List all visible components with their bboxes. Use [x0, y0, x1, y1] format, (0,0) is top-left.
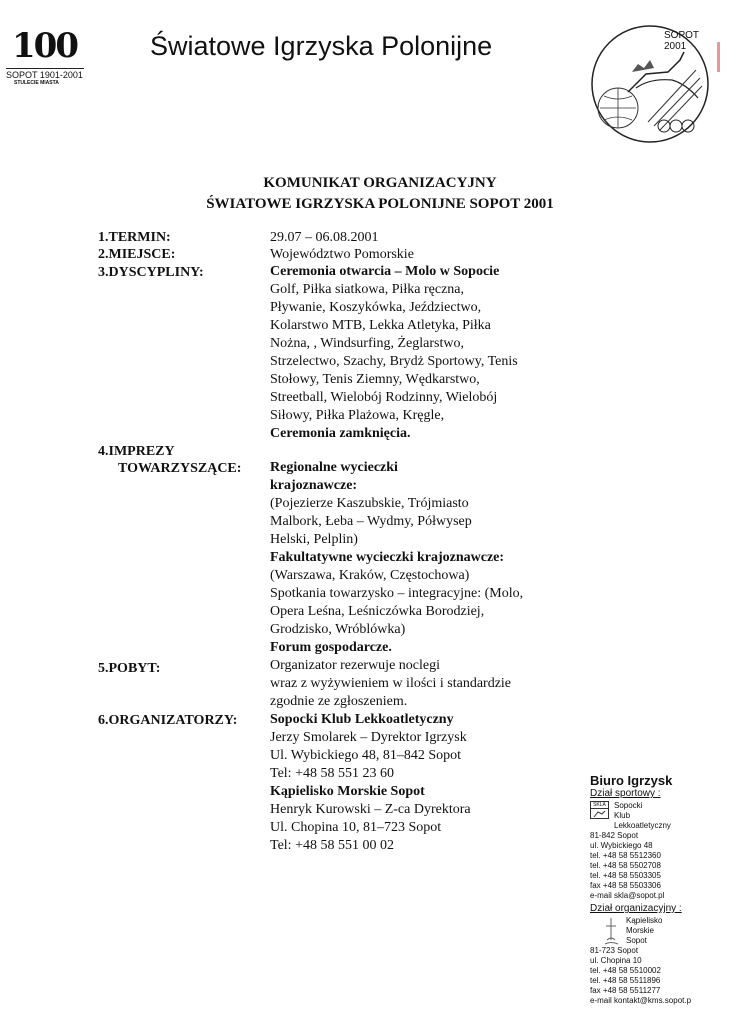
pobyt-line: Organizator rezerwuje noclegi — [270, 658, 440, 673]
imprezy-line: Helski, Pelplin) — [270, 532, 358, 547]
page-title: Światowe Igrzyska Polonijne — [150, 31, 493, 61]
skla-logo-text: SKLA — [591, 802, 608, 809]
runner-icon — [591, 809, 608, 819]
org-dept-heading: Dział organizacyjny : — [590, 903, 682, 914]
imprezy-label: 4.IMPREZY — [98, 444, 175, 459]
document-subtitle: ŚWIATOWE IGRZYSKA POLONIJNE SOPOT 2001 — [206, 196, 554, 212]
miejsce-label: 2.MIEJSCE: — [98, 247, 176, 262]
organizatorzy-list — [270, 711, 471, 855]
sport-contact-email: e-mail skla@sopot.pl — [590, 891, 665, 900]
pobyt-line: zgodnie ze zgłoszeniem. — [270, 694, 408, 709]
imprezy-line: Grodzisko, Wróblówka) — [270, 622, 406, 637]
sport-contact-line: tel. +48 58 5502708 — [590, 861, 661, 870]
emblem-text-year: 2001 — [664, 41, 687, 52]
imprezy-line: Spotkania towarzysko – integracyjne: (Molo, — [270, 586, 524, 601]
sport-contact-line: fax +48 58 5503306 — [590, 881, 661, 890]
imprezy-line: Forum gospodarcze. — [270, 640, 392, 655]
org-contact-line: ul. Chopina 10 — [590, 956, 642, 965]
org-dept-name: Morskie — [626, 926, 655, 935]
org-dept-name: Kąpielisko — [626, 916, 663, 925]
document-title: KOMUNIKAT ORGANIZACYJNY — [263, 175, 497, 191]
org-contact-email: e-mail kontakt@kms.sopot.p — [590, 996, 692, 1005]
pobyt-label: 5.POBYT: — [98, 661, 161, 676]
imprezy-line: Fakultatywne wycieczki krajoznawcze: — [270, 550, 505, 565]
org-dept-name: Sopot — [626, 936, 647, 945]
dyscypliny-line: Streetball, Wielobój Rodzinny, Wielobój — [270, 390, 498, 405]
dyscypliny-line: Siłowy, Piłka Plażowa, Kręgle, — [270, 408, 445, 423]
sport-contact-line: tel. +48 58 5503305 — [590, 871, 661, 880]
organizatorzy-line: Kąpielisko Morskie Sopot — [270, 784, 425, 799]
skla-logo — [590, 801, 609, 819]
lifeguard-icon — [602, 916, 621, 946]
termin-label: 1.TERMIN: — [98, 230, 171, 245]
miejsce-place: Województwo Pomorskie — [270, 247, 414, 262]
dyscypliny-line: Ceremonia zamknięcia. — [270, 426, 411, 441]
termin-value — [270, 229, 379, 247]
logo-years: SOPOT 1901-2001 — [6, 70, 83, 80]
org-contact-line: fax +48 58 5511277 — [590, 986, 661, 995]
dyscypliny-line: Stołowy, Tenis Ziemny, Wędkarstwo, — [270, 372, 480, 387]
sidebar-title: Biuro Igrzysk — [590, 773, 673, 788]
imprezy-label-cont: TOWARZYSZĄCE: — [118, 461, 242, 476]
sport-dept-name: Klub — [614, 811, 631, 820]
dyscypliny-line: Golf, Piłka siatkowa, Piłka ręczna, — [270, 282, 465, 297]
imprezy-list — [270, 459, 523, 657]
pobyt-line: wraz z wyżywieniem w ilości i standardzie — [270, 676, 512, 691]
office-sidebar — [590, 773, 750, 1006]
imprezy-line: Malbork, Łeba – Wydmy, Półwysep — [270, 514, 472, 529]
sport-contact-line: tel. +48 58 5512360 — [590, 851, 661, 860]
imprezy-line: (Warszawa, Kraków, Częstochowa) — [270, 568, 470, 583]
imprezy-line: (Pojezierze Kaszubskie, Trójmiasto — [270, 496, 469, 511]
dyscypliny-line: Ceremonia otwarcia – Molo w Sopocie — [270, 264, 500, 279]
organizatorzy-line: Sopocki Klub Lekkoatletyczny — [270, 712, 454, 727]
org-contact-line: 81-723 Sopot — [590, 946, 639, 955]
sport-contact-line: ul. Wybickiego 48 — [590, 841, 653, 850]
margin-mark — [717, 42, 720, 72]
organizatorzy-label: 6.ORGANIZATORZY: — [98, 713, 238, 728]
sport-dept-name: Lekkoatletyczny — [614, 821, 671, 830]
organizatorzy-line: Jerzy Smolarek – Dyrektor Igrzysk — [270, 730, 467, 745]
termin-date: 29.07 – 06.08.2001 — [270, 230, 379, 245]
sport-dept-name: Sopocki — [614, 801, 643, 810]
organizatorzy-line: Ul. Chopina 10, 81–723 Sopot — [270, 820, 442, 835]
games-emblem — [588, 22, 713, 147]
imprezy-line: Opera Leśna, Leśniczówka Borodziej, — [270, 604, 485, 619]
organizatorzy-line: Tel: +48 58 551 00 02 — [270, 838, 394, 853]
dyscypliny-label: 3.DYSCYPLINY: — [98, 265, 204, 280]
org-dept-row — [590, 916, 750, 946]
imprezy-line: krajoznawcze: — [270, 478, 358, 493]
pobyt-text — [270, 657, 511, 711]
organizatorzy-line: Henryk Kurowski – Z-ca Dyrektora — [270, 802, 471, 817]
org-contact-line: tel. +48 58 5511896 — [590, 976, 661, 985]
dyscypliny-line: Pływanie, Koszykówka, Jeździectwo, — [270, 300, 482, 315]
imprezy-line: Regionalne wycieczki — [270, 460, 398, 475]
logo-number: 100 — [12, 26, 77, 66]
sport-dept-heading: Dział sportowy : — [590, 788, 661, 799]
dyscypliny-line: Nożna, , Windsurfing, Żeglarstwo, — [270, 336, 464, 351]
organizatorzy-line: Ul. Wybickiego 48, 81–842 Sopot — [270, 748, 462, 763]
sport-dept-row — [590, 801, 750, 831]
miejsce-value — [270, 246, 414, 264]
sport-contact-line: 81-842 Sopot — [590, 831, 639, 840]
org-contact-line: tel. +48 58 5510002 — [590, 966, 661, 975]
dyscypliny-line: Strzelectwo, Szachy, Brydż Sportowy, Tenis — [270, 354, 518, 369]
centenary-logo — [6, 26, 84, 86]
organizatorzy-line: Tel: +48 58 551 23 60 — [270, 766, 394, 781]
dyscypliny-list — [270, 263, 518, 443]
emblem-text-sopot: SOPOT — [664, 30, 700, 41]
logo-subtitle: STULECIE MIASTA — [14, 80, 59, 86]
dyscypliny-line: Kolarstwo MTB, Lekka Atletyka, Piłka — [270, 318, 491, 333]
